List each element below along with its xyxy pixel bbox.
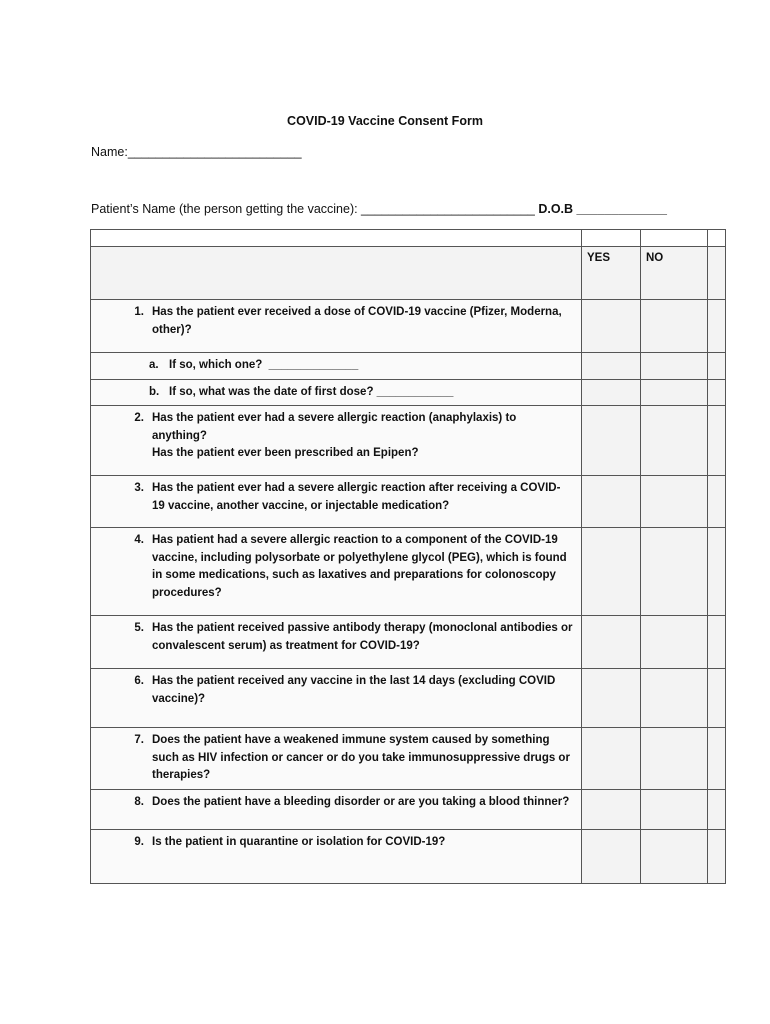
question-row-8 xyxy=(91,789,726,829)
extra-cell xyxy=(708,476,726,528)
table-top-cell xyxy=(91,230,582,247)
header-question-cell xyxy=(91,247,582,300)
no-checkbox-cell[interactable] xyxy=(641,829,708,883)
question-cell xyxy=(91,728,582,790)
name-field[interactable]: Name:_________________________ xyxy=(91,145,302,159)
yes-checkbox-cell[interactable] xyxy=(582,476,641,528)
question-text: Has the patient received passive antibody therapy (monoclonal antibodies or convalescent serum) as treatment for COVID-19? xyxy=(152,622,573,652)
question-text: Does the patient have a weakened immune system caused by something such as HIV infection or cancer or do you take immunosuppressive drugs or therapies? xyxy=(152,734,570,781)
extra-cell xyxy=(708,353,726,380)
no-checkbox-cell[interactable] xyxy=(641,353,708,380)
no-column-label: NO xyxy=(646,252,664,264)
question-cell xyxy=(91,353,582,380)
header-extra-cell xyxy=(708,247,726,300)
question-cell xyxy=(91,829,582,883)
questionnaire-table xyxy=(90,229,726,884)
question-cell xyxy=(91,406,582,476)
yes-checkbox-cell[interactable] xyxy=(582,353,641,380)
extra-cell xyxy=(708,789,726,829)
no-checkbox-cell[interactable] xyxy=(641,728,708,790)
extra-cell xyxy=(708,728,726,790)
patient-name-field[interactable] xyxy=(91,202,667,216)
sub-question-text[interactable]: If so, what was the date of first dose? ____________ xyxy=(169,385,454,398)
table-top-cell xyxy=(582,230,641,247)
extra-cell xyxy=(708,616,726,669)
patient-name-label: Patient’s Name (the person getting the vaccine): _________________________ xyxy=(91,202,539,216)
question-text: Has the patient ever had a severe allergic reaction (anaphylaxis) to anything? xyxy=(152,412,517,442)
question-cell xyxy=(91,528,582,616)
no-checkbox-cell[interactable] xyxy=(641,406,708,476)
question-number: 9. xyxy=(134,835,144,848)
table-top-row xyxy=(91,230,726,247)
extra-cell xyxy=(708,528,726,616)
question-row-1 xyxy=(91,300,726,353)
question-row-1a xyxy=(91,353,726,380)
table-top-cell xyxy=(708,230,726,247)
extra-cell xyxy=(708,406,726,476)
yes-checkbox-cell[interactable] xyxy=(582,616,641,669)
yes-checkbox-cell[interactable] xyxy=(582,789,641,829)
question-row-5 xyxy=(91,616,726,669)
question-number: 7. xyxy=(134,734,144,746)
question-row-4 xyxy=(91,528,726,616)
question-number: 3. xyxy=(134,482,144,494)
sub-question-letter: b. xyxy=(149,385,160,398)
no-checkbox-cell[interactable] xyxy=(641,669,708,728)
question-row-3 xyxy=(91,476,726,528)
question-cell xyxy=(91,300,582,353)
question-number: 8. xyxy=(134,795,144,808)
sub-question-text[interactable]: If so, which one? ______________ xyxy=(169,359,359,371)
question-text: Does the patient have a bleeding disorder or are you taking a blood thinner? xyxy=(152,795,570,808)
yes-checkbox-cell[interactable] xyxy=(582,300,641,353)
question-text: Has the patient ever had a severe allergic reaction after receiving a COVID-19 vaccine, another vaccine, or injectable medication? xyxy=(152,482,561,512)
question-text: Is the patient in quarantine or isolation for COVID-19? xyxy=(152,835,446,848)
question-row-2 xyxy=(91,406,726,476)
question-cell xyxy=(91,789,582,829)
sub-question-letter: a. xyxy=(149,359,159,371)
yes-checkbox-cell[interactable] xyxy=(582,669,641,728)
yes-checkbox-cell[interactable] xyxy=(582,406,641,476)
question-cell xyxy=(91,669,582,728)
extra-cell xyxy=(708,829,726,883)
extra-cell xyxy=(708,379,726,406)
yes-column-label: YES xyxy=(587,252,611,264)
table-header-row xyxy=(91,247,726,300)
header-no-cell xyxy=(641,247,708,300)
question-cell xyxy=(91,379,582,406)
yes-checkbox-cell[interactable] xyxy=(582,829,641,883)
no-checkbox-cell[interactable] xyxy=(641,528,708,616)
question-text-secondary: Has the patient ever been prescribed an Epipen? xyxy=(152,447,419,459)
extra-cell xyxy=(708,669,726,728)
question-text: Has the patient received any vaccine in the last 14 days (excluding COVID vaccine)? xyxy=(152,675,556,705)
yes-checkbox-cell[interactable] xyxy=(582,728,641,790)
question-row-7 xyxy=(91,728,726,790)
no-checkbox-cell[interactable] xyxy=(641,300,708,353)
no-checkbox-cell[interactable] xyxy=(641,789,708,829)
no-checkbox-cell[interactable] xyxy=(641,616,708,669)
question-number: 2. xyxy=(134,412,144,424)
question-cell xyxy=(91,476,582,528)
question-cell xyxy=(91,616,582,669)
no-checkbox-cell[interactable] xyxy=(641,476,708,528)
question-number: 6. xyxy=(134,675,144,687)
yes-checkbox-cell[interactable] xyxy=(582,379,641,406)
header-yes-cell xyxy=(582,247,641,300)
question-number: 4. xyxy=(134,534,144,546)
question-row-1b xyxy=(91,379,726,406)
question-text: Has patient had a severe allergic reaction to a component of the COVID-19 vaccine, including polysorbate or polyethylene glycol (PEG), which is found in some medications, such as laxatives and preparations for colonoscopy procedures? xyxy=(152,534,567,599)
question-row-6 xyxy=(91,669,726,728)
question-text: Has the patient ever received a dose of COVID-19 vaccine (Pfizer, Moderna, other)? xyxy=(152,306,562,336)
question-row-9 xyxy=(91,829,726,883)
dob-field[interactable]: D.O.B _____________ xyxy=(538,202,667,216)
yes-checkbox-cell[interactable] xyxy=(582,528,641,616)
question-number: 1. xyxy=(134,306,144,318)
question-number: 5. xyxy=(134,622,144,634)
extra-cell xyxy=(708,300,726,353)
form-title: COVID-19 Vaccine Consent Form xyxy=(287,114,483,128)
no-checkbox-cell[interactable] xyxy=(641,379,708,406)
table-top-cell xyxy=(641,230,708,247)
